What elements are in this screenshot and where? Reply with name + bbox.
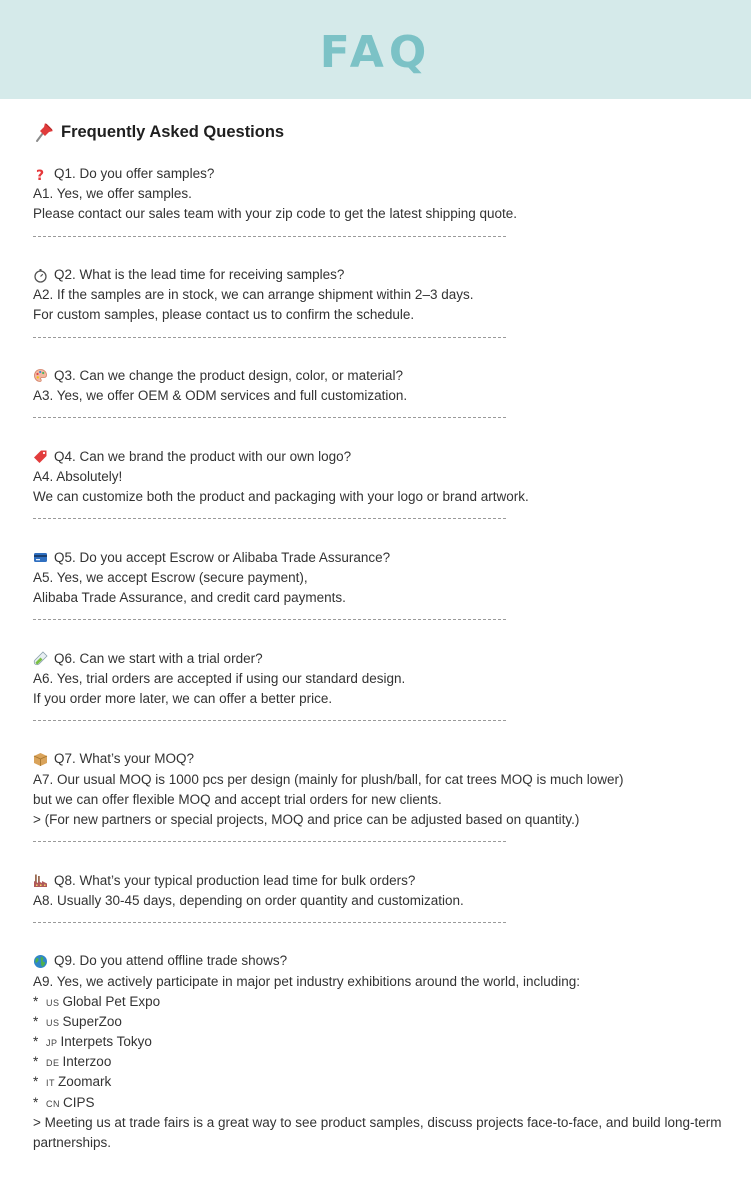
question-line (33, 265, 723, 285)
trade-show-item (33, 1032, 723, 1052)
question-text: Q6. Can we start with a trial order? (54, 650, 263, 666)
credit-card-icon (33, 550, 48, 565)
trade-show-item (33, 1072, 723, 1092)
answer-line: A2. If the samples are in stock, we can arrange shipment within 2–3 days. (33, 287, 474, 303)
faq-item-q3 (33, 366, 723, 447)
faq-item-q9 (33, 951, 723, 1153)
bullet: * (33, 1034, 39, 1050)
answer-line: A1. Yes, we offer samples. (33, 186, 192, 202)
dashed-divider (33, 709, 723, 729)
bullet: * (33, 1094, 39, 1110)
answer-line: Please contact our sales team with your zip code to get the latest shipping quote. (33, 206, 518, 222)
stopwatch-icon (33, 268, 48, 283)
faq-item-q1 (33, 164, 723, 265)
question-mark-icon (33, 167, 48, 182)
section-heading-text: Frequently Asked Questions (61, 122, 285, 141)
question-line (33, 749, 723, 769)
package-icon (33, 752, 48, 767)
question-text: Q1. Do you offer samples? (54, 166, 215, 181)
trade-show-item (33, 1093, 723, 1113)
faq-item-q4 (33, 447, 723, 548)
flag-us: US (46, 997, 60, 1008)
question-line (33, 951, 723, 971)
answer-line: A6. Yes, trial orders are accepted if using our standard design. (33, 670, 406, 686)
question-line (33, 548, 723, 568)
dashed-divider (33, 507, 723, 527)
bullet: * (33, 993, 39, 1009)
closing-note: > Meeting us at trade fairs is a great way to see product samples, discuss projects face-to-face, and build long-term partnerships. (33, 1114, 722, 1151)
flag-it: IT (46, 1078, 56, 1089)
page-header (0, 0, 751, 99)
trade-show-item (33, 992, 723, 1012)
answer-line: A4. Absolutely! (33, 468, 123, 484)
question-line (33, 164, 723, 184)
test-tube-icon (33, 651, 48, 666)
factory-icon (33, 873, 48, 888)
dashed-divider (33, 608, 723, 628)
question-text: Q7. What’s your MOQ? (54, 751, 195, 767)
answer-line: > (For new partners or special projects, MOQ and price can be adjusted based on quantity.) (33, 812, 580, 827)
answer-line: Alibaba Trade Assurance, and credit card payments. (33, 589, 346, 605)
answer-line: A8. Usually 30-45 days, depending on order quantity and customization. (33, 892, 464, 908)
page-title: FAQ (319, 27, 432, 78)
answer-line: A3. Yes, we offer OEM & ODM services and full customization. (33, 388, 408, 404)
bullet: * (33, 1013, 39, 1029)
tag-icon (33, 449, 48, 464)
section-heading (33, 121, 723, 143)
flag-jp: JP (46, 1038, 58, 1049)
faq-item-q7 (33, 749, 723, 870)
answer-line: A5. Yes, we accept Escrow (secure payment), (33, 569, 308, 585)
bullet: * (33, 1054, 39, 1070)
question-text: Q3. Can we change the product design, color, or material? (54, 367, 403, 383)
faq-item-q8 (33, 871, 723, 952)
question-text: Q9. Do you attend offline trade shows? (54, 953, 288, 969)
dashed-divider (33, 326, 723, 346)
dashed-divider (33, 406, 723, 426)
trade-show-name: SuperZoo (62, 1013, 122, 1029)
dashed-divider (33, 911, 723, 931)
question-text: Q5. Do you accept Escrow or Alibaba Trade Assurance? (54, 549, 391, 565)
bullet: * (33, 1074, 39, 1090)
question-line (33, 366, 723, 386)
question-line (33, 447, 723, 467)
question-text: Q8. What’s your typical production lead time for bulk orders? (54, 872, 416, 888)
answer-line: For custom samples, please contact us to confirm the schedule. (33, 307, 415, 323)
dashed-divider (33, 830, 723, 850)
answer-line: A9. Yes, we actively participate in major pet industry exhibitions around the world, including: (33, 973, 581, 989)
faq-content (0, 99, 723, 1153)
faq-item-q5 (33, 548, 723, 649)
question-line (33, 871, 723, 891)
trade-show-name: Interzoo (62, 1054, 112, 1070)
flag-cn: CN (46, 1098, 61, 1109)
palette-icon (33, 368, 48, 383)
faq-item-q6 (33, 649, 723, 750)
trade-show-item (33, 1012, 723, 1032)
dashed-divider (33, 225, 723, 245)
answer-line: We can customize both the product and packaging with your logo or brand artwork. (33, 489, 529, 504)
answer-line: If you order more later, we can offer a better price. (33, 690, 333, 706)
faq-item-q2 (33, 265, 723, 366)
trade-show-name: Zoomark (58, 1074, 112, 1090)
flag-us: US (46, 1017, 60, 1028)
answer-line: but we can offer flexible MOQ and accept trial orders for new clients. (33, 791, 442, 807)
trade-show-name: Global Pet Expo (62, 993, 161, 1009)
pushpin-icon (33, 121, 55, 143)
trade-show-item (33, 1052, 723, 1072)
svg-text:?: ? (36, 167, 45, 182)
question-text: Q2. What is the lead time for receiving samples? (54, 266, 345, 282)
trade-show-name: Interpets Tokyo (60, 1034, 152, 1050)
flag-de: DE (46, 1058, 60, 1069)
globe-icon (33, 954, 48, 969)
answer-line: A7. Our usual MOQ is 1000 pcs per design (mainly for plush/ball, for cat trees MOQ is much lower) (33, 771, 624, 787)
trade-show-name: CIPS (63, 1094, 95, 1110)
question-text: Q4. Can we brand the product with our own logo? (54, 448, 352, 464)
question-line (33, 649, 723, 669)
